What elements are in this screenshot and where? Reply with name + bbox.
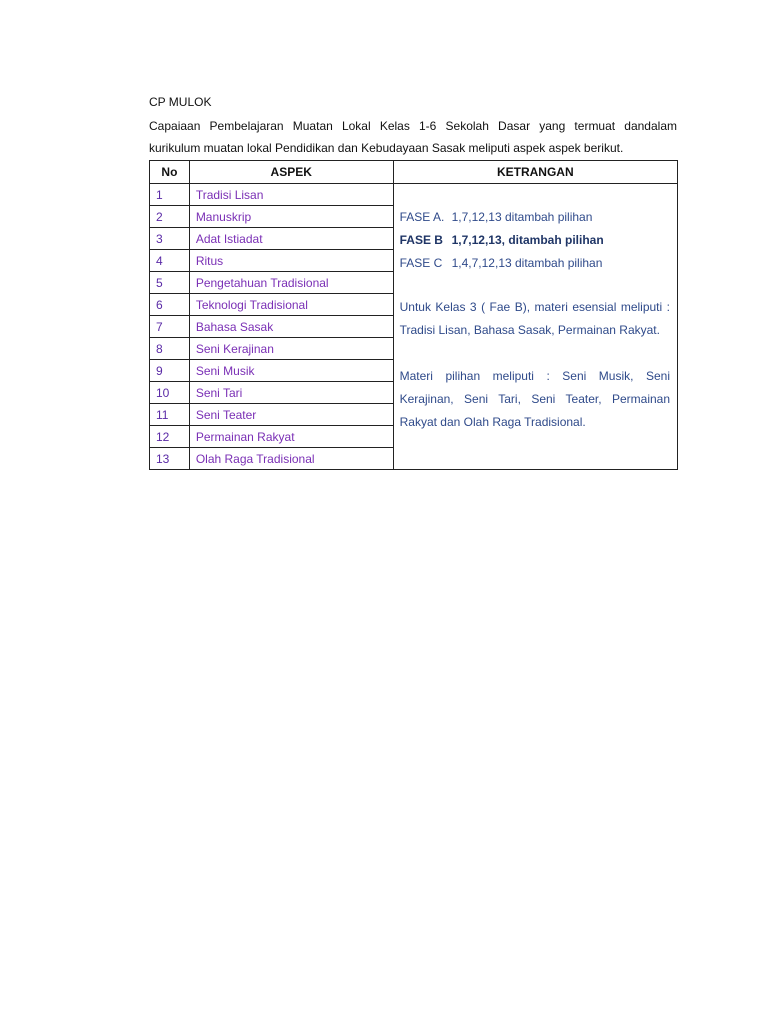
pilihan-paragraph (400, 365, 670, 434)
fase-c-line (400, 252, 670, 275)
row-number: 4 (150, 250, 190, 272)
row-aspek: Adat Istiadat (189, 228, 393, 250)
row-number: 9 (150, 360, 190, 382)
aspek-table (149, 160, 678, 470)
intro-line-1: Capaiaan Pembelajaran Muatan Lokal Kelas 1-6 Sekolah Dasar yang termuat dandalam (149, 119, 677, 133)
kelas3-paragraph (400, 296, 670, 342)
fase-b-label: FASE B (399, 233, 443, 247)
fase-a-line (400, 206, 670, 229)
row-number: 3 (150, 228, 190, 250)
keterangan-cell (393, 184, 677, 470)
row-number: 11 (150, 404, 190, 426)
row-aspek: Bahasa Sasak (189, 316, 393, 338)
row-aspek: Manuskrip (189, 206, 393, 228)
row-aspek: Olah Raga Tradisional (189, 448, 393, 470)
row-number: 7 (150, 316, 190, 338)
fase-a-value: 1,7,12,13 ditambah pilihan (451, 210, 593, 224)
row-number: 1 (150, 184, 190, 206)
pilihan-line-3: Rakyat dan Olah Raga Tradisional. (399, 415, 586, 429)
row-aspek: Seni Musik (189, 360, 393, 382)
fase-c-value: 1,4,7,12,13 ditambah pilihan (451, 256, 603, 270)
row-aspek: Permainan Rakyat (189, 426, 393, 448)
row-aspek: Seni Kerajinan (189, 338, 393, 360)
table-header-row (150, 161, 678, 184)
intro-paragraph (149, 115, 677, 159)
row-number: 8 (150, 338, 190, 360)
header-no: No (150, 161, 190, 184)
row-number: 10 (150, 382, 190, 404)
fase-c-label: FASE C (399, 256, 443, 270)
row-aspek: Pengetahuan Tradisional (189, 272, 393, 294)
document-heading: CP MULOK (149, 95, 212, 109)
pilihan-line-1: Materi pilihan meliputi : Seni Musik, Seni (399, 369, 670, 383)
row-aspek: Seni Teater (189, 404, 393, 426)
row-number: 13 (150, 448, 190, 470)
fase-a-label: FASE A. (399, 210, 445, 224)
row-aspek: Ritus (189, 250, 393, 272)
row-number: 2 (150, 206, 190, 228)
row-number: 12 (150, 426, 190, 448)
row-number: 5 (150, 272, 190, 294)
kelas3-line-1: Untuk Kelas 3 ( Fae B), materi esensial meliputi : (399, 300, 670, 314)
kelas3-line-2: Tradisi Lisan, Bahasa Sasak, Permainan Rakyat. (399, 323, 660, 337)
row-aspek: Tradisi Lisan (189, 184, 393, 206)
row-aspek: Seni Tari (189, 382, 393, 404)
intro-line-2: kurikulum muatan lokal Pendidikan dan Kebudayaan Sasak meliputi aspek aspek berikut. (149, 141, 624, 155)
fase-b-value: 1,7,12,13, ditambah pilihan (451, 233, 604, 247)
fase-b-line (400, 229, 670, 252)
table-row (150, 184, 678, 206)
row-aspek: Teknologi Tradisional (189, 294, 393, 316)
header-keterangan: KETRANGAN (393, 161, 677, 184)
row-number: 6 (150, 294, 190, 316)
pilihan-line-2: Kerajinan, Seni Tari, Seni Teater, Permainan (399, 392, 670, 406)
header-aspek: ASPEK (189, 161, 393, 184)
